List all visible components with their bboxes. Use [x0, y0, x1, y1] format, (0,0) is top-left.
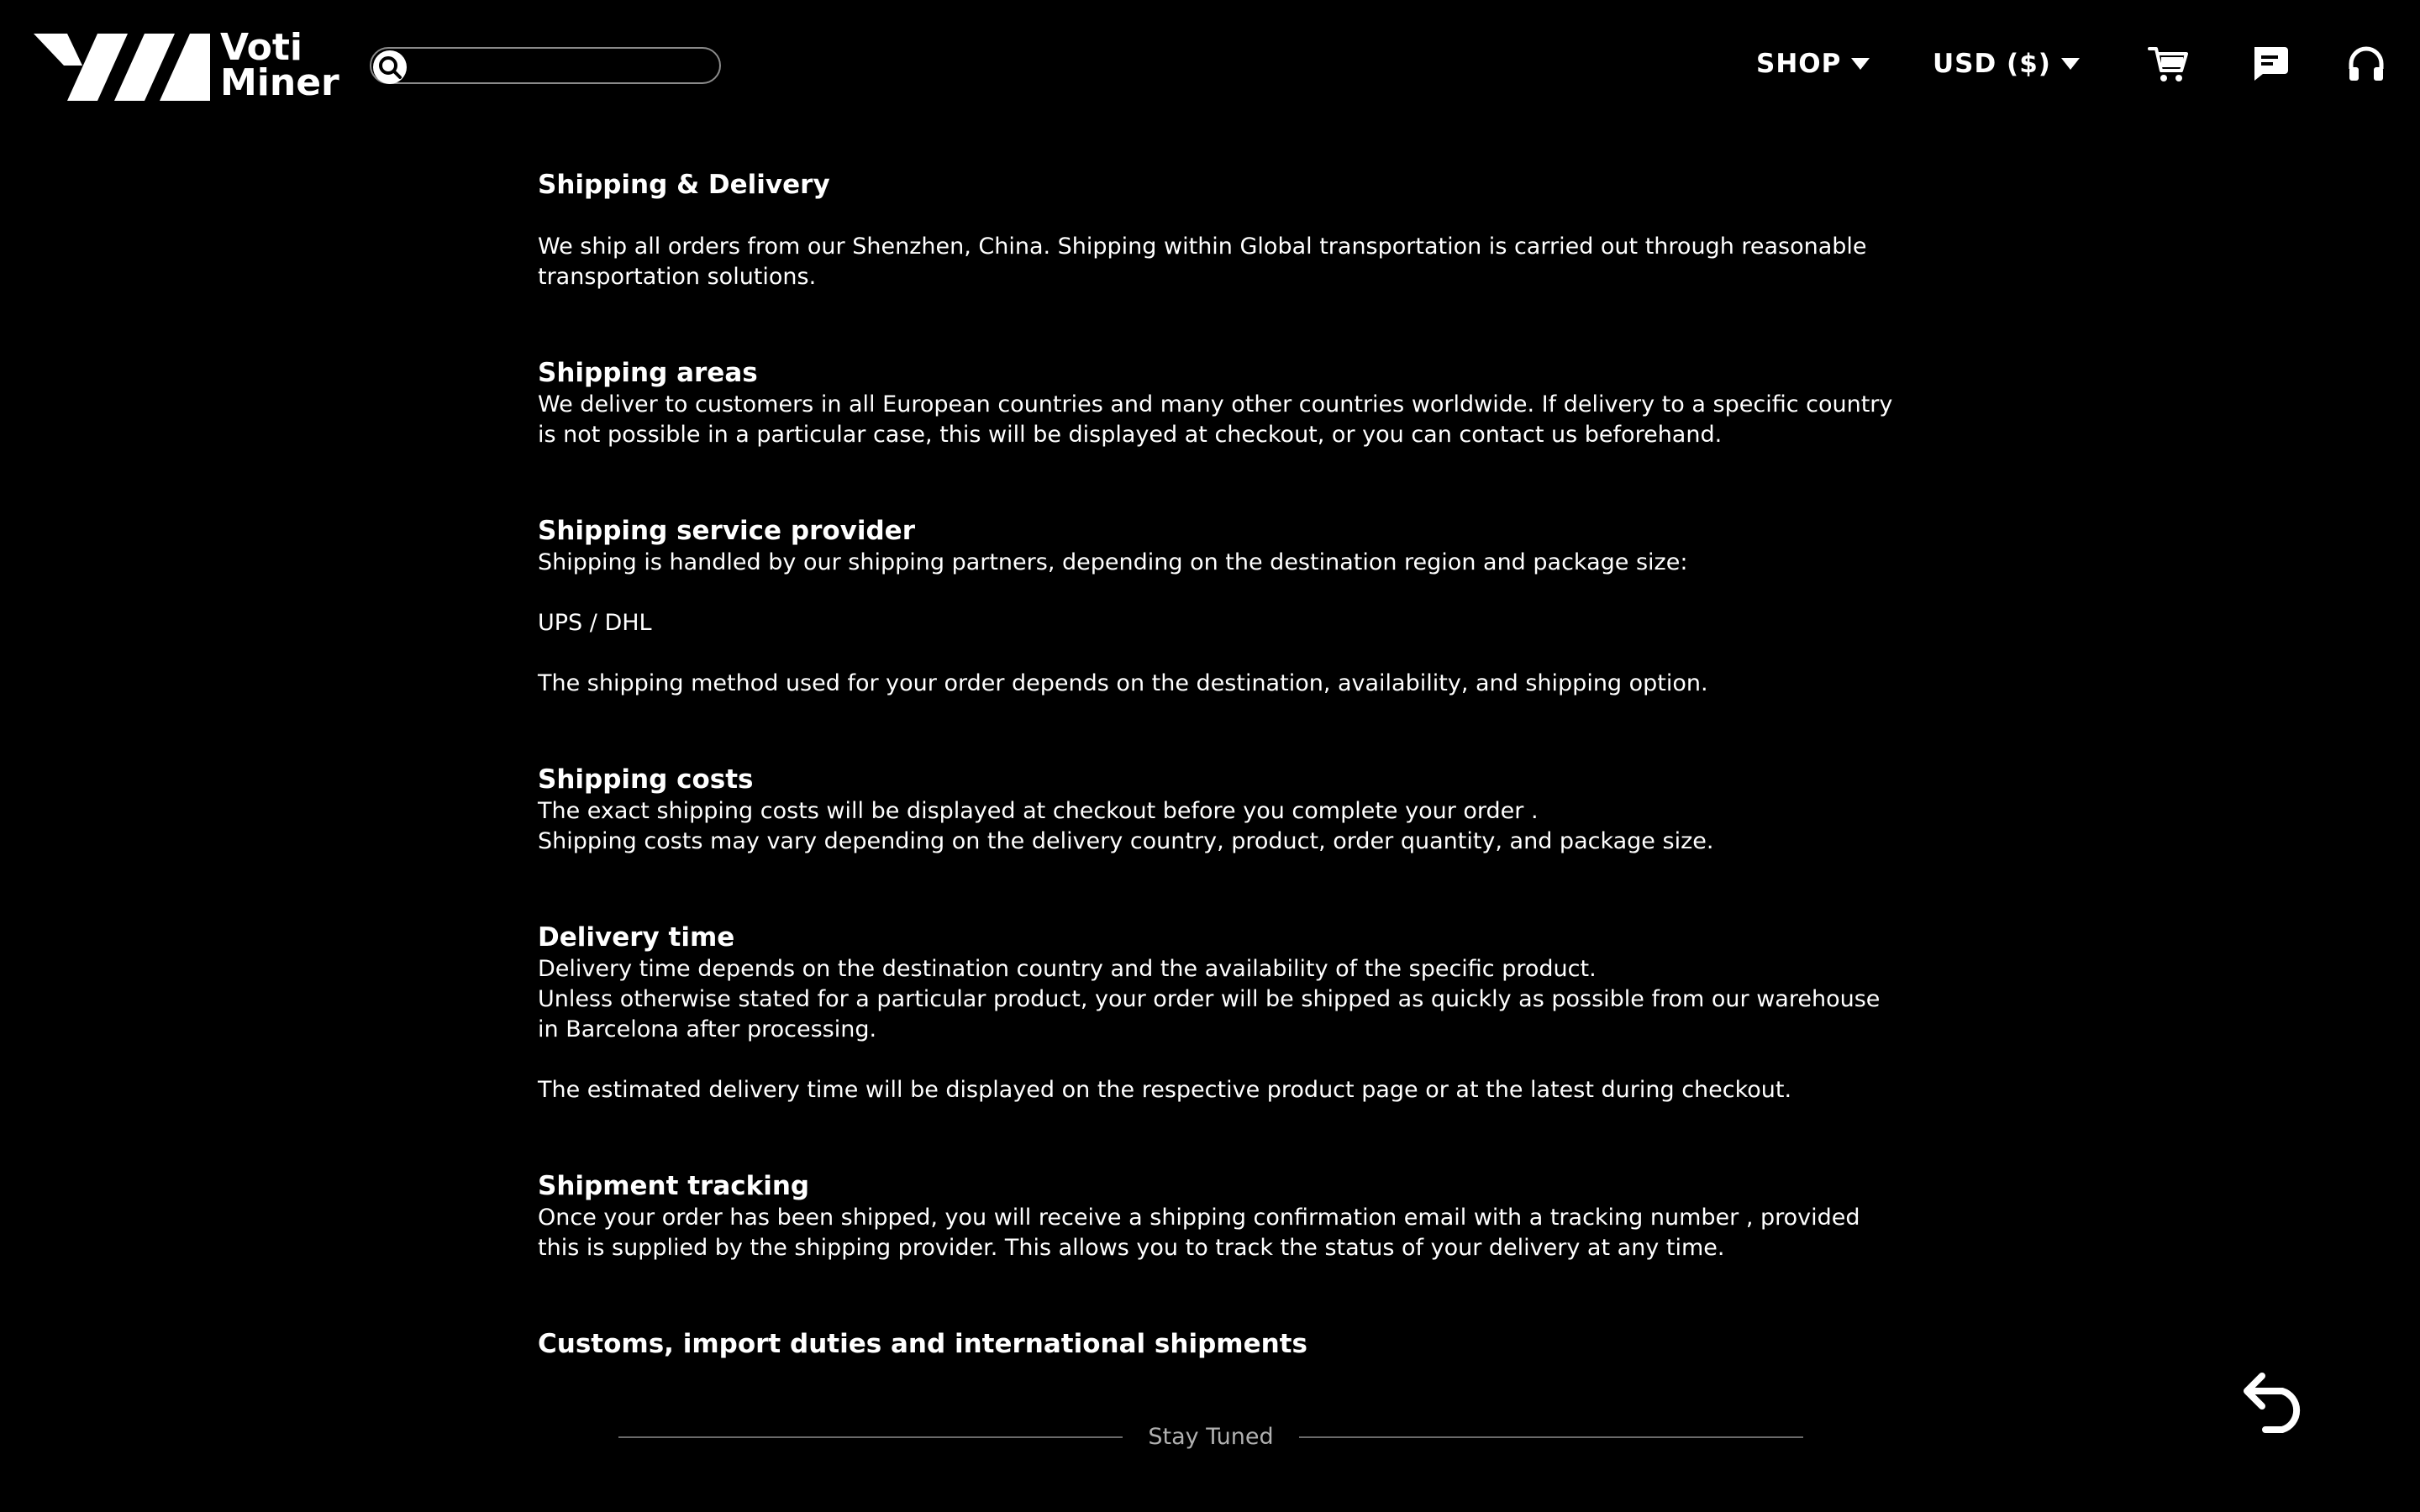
header: [0, 0, 2420, 134]
section-title: Delivery time: [538, 922, 735, 953]
search-input[interactable]: [415, 52, 713, 81]
divider: [618, 1436, 1123, 1438]
paragraph: Unless otherwise stated for a particular product, your order will be shipped as quickly as possible from our warehouse in Barcelona after processing.: [538, 986, 1881, 1042]
paragraph: Shipping is handled by our shipping partners, depending on the destination region and package size:: [538, 549, 1688, 575]
back-arrow-icon[interactable]: [2242, 1371, 2309, 1435]
caret-down-icon: [2061, 58, 2080, 70]
search-box[interactable]: [370, 47, 721, 84]
section-title: Shipping areas: [538, 358, 758, 388]
section-title: Shipment tracking: [538, 1171, 810, 1201]
brand-name-line2: Miner: [220, 61, 339, 104]
votiminer-logo-icon: [34, 30, 210, 101]
cart-icon[interactable]: [2148, 44, 2188, 84]
chat-icon[interactable]: [2249, 44, 2290, 84]
search-icon[interactable]: [373, 50, 407, 84]
caret-down-icon: [1851, 58, 1870, 70]
section-title: Shipping & Delivery: [538, 170, 830, 200]
logo-link[interactable]: [34, 26, 339, 104]
divider: [1299, 1436, 1803, 1438]
paragraph: Shipping costs may vary depending on the delivery country, product, order quantity, and package size.: [538, 828, 1714, 854]
section-title: Shipping service provider: [538, 516, 915, 546]
paragraph: Delivery time depends on the destination country and the availability of the specific product.: [538, 956, 1597, 982]
section-title: Customs, import duties and international shipments: [538, 1329, 1307, 1359]
currency-selector[interactable]: [1933, 49, 2080, 79]
paragraph: The exact shipping costs will be displayed at checkout before you complete your order .: [538, 798, 1539, 824]
shop-menu[interactable]: [1756, 49, 1870, 79]
paragraph: UPS / DHL: [538, 610, 652, 636]
paragraph: We ship all orders from our Shenzhen, China. Shipping within Global transportation is carried out through reasonable transportation solutions.: [538, 234, 1867, 290]
stay-tuned-label: Stay Tuned: [1148, 1424, 1274, 1450]
brand-name: [220, 26, 339, 104]
paragraph: The estimated delivery time will be displayed on the respective product page or at the latest during checkout.: [538, 1077, 1792, 1103]
brand-name-line1: Voti: [220, 26, 302, 69]
headphones-icon[interactable]: [2346, 44, 2386, 84]
section-title: Shipping costs: [538, 764, 754, 795]
paragraph: Once your order has been shipped, you will receive a shipping confirmation email with a tracking number , provided this is supplied by the shipping provider. This allows you to track the status of your delivery at any time.: [538, 1205, 1860, 1261]
paragraph: The shipping method used for your order depends on the destination, availability, and shipping option.: [538, 670, 1708, 696]
shipping-policy-content: [538, 168, 1899, 1361]
shop-menu-label: SHOP: [1756, 49, 1842, 79]
paragraph: We deliver to customers in all European countries and many other countries worldwide. If delivery to a specific country is not possible in a particular case, this will be displayed at checkout, or you can contact us beforehand.: [538, 391, 1893, 448]
currency-label: USD ($): [1933, 49, 2051, 79]
